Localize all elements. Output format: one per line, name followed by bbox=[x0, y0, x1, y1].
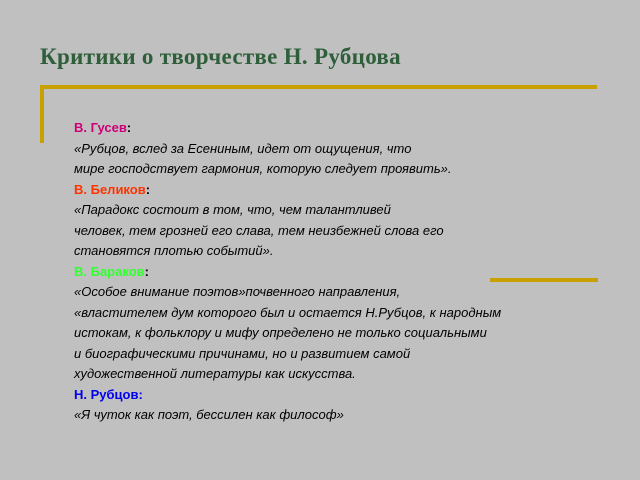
slide-content bbox=[74, 118, 614, 426]
quote-line: «Я чуток как поэт, бессилен как философ» bbox=[74, 407, 344, 422]
critic-author-rubtsov bbox=[74, 385, 614, 406]
quote-line: человек, тем грозней его слава, тем неизбежней слова его bbox=[74, 222, 444, 238]
quote-line: мире господствует гармония, которую следует проявить». bbox=[74, 161, 452, 176]
quote-line: становятся плотью событий». bbox=[74, 243, 274, 258]
author-name: В. Беликов bbox=[74, 181, 146, 197]
slide-title: Критики о творчестве Н. Рубцова bbox=[40, 44, 401, 69]
quote-line: «Парадокс состоит в том, что, чем талантливей bbox=[74, 202, 391, 217]
critic-author-gusev bbox=[74, 118, 614, 139]
quote-line: «властителем дум которого был и остается Н.Рубцов, к народным bbox=[74, 304, 502, 320]
critic-author-barakov bbox=[74, 262, 614, 283]
author-colon: : bbox=[126, 120, 132, 135]
author-name: В. Бараков bbox=[74, 263, 145, 279]
quote-line: «Рубцов, вслед за Есениным, идет от ощущения, что bbox=[74, 140, 412, 156]
quote-line: художественной литературы как искусства. bbox=[74, 366, 356, 381]
decorative-rule-top bbox=[40, 85, 597, 89]
critic-author-belikov bbox=[74, 180, 614, 201]
author-colon: : bbox=[145, 181, 151, 197]
author-name: Н. Рубцов: bbox=[74, 386, 143, 402]
author-name: В. Гусев bbox=[74, 120, 127, 135]
quote-line: истокам, к фольклору и мифу определено не только социальными bbox=[74, 325, 487, 340]
quote-line: «Особое внимание поэтов»почвенного направления, bbox=[74, 284, 401, 299]
author-colon: : bbox=[144, 263, 149, 279]
quote-line: и биографическими причинами, но и развитием самой bbox=[74, 345, 411, 361]
decorative-rule-left bbox=[40, 85, 44, 143]
